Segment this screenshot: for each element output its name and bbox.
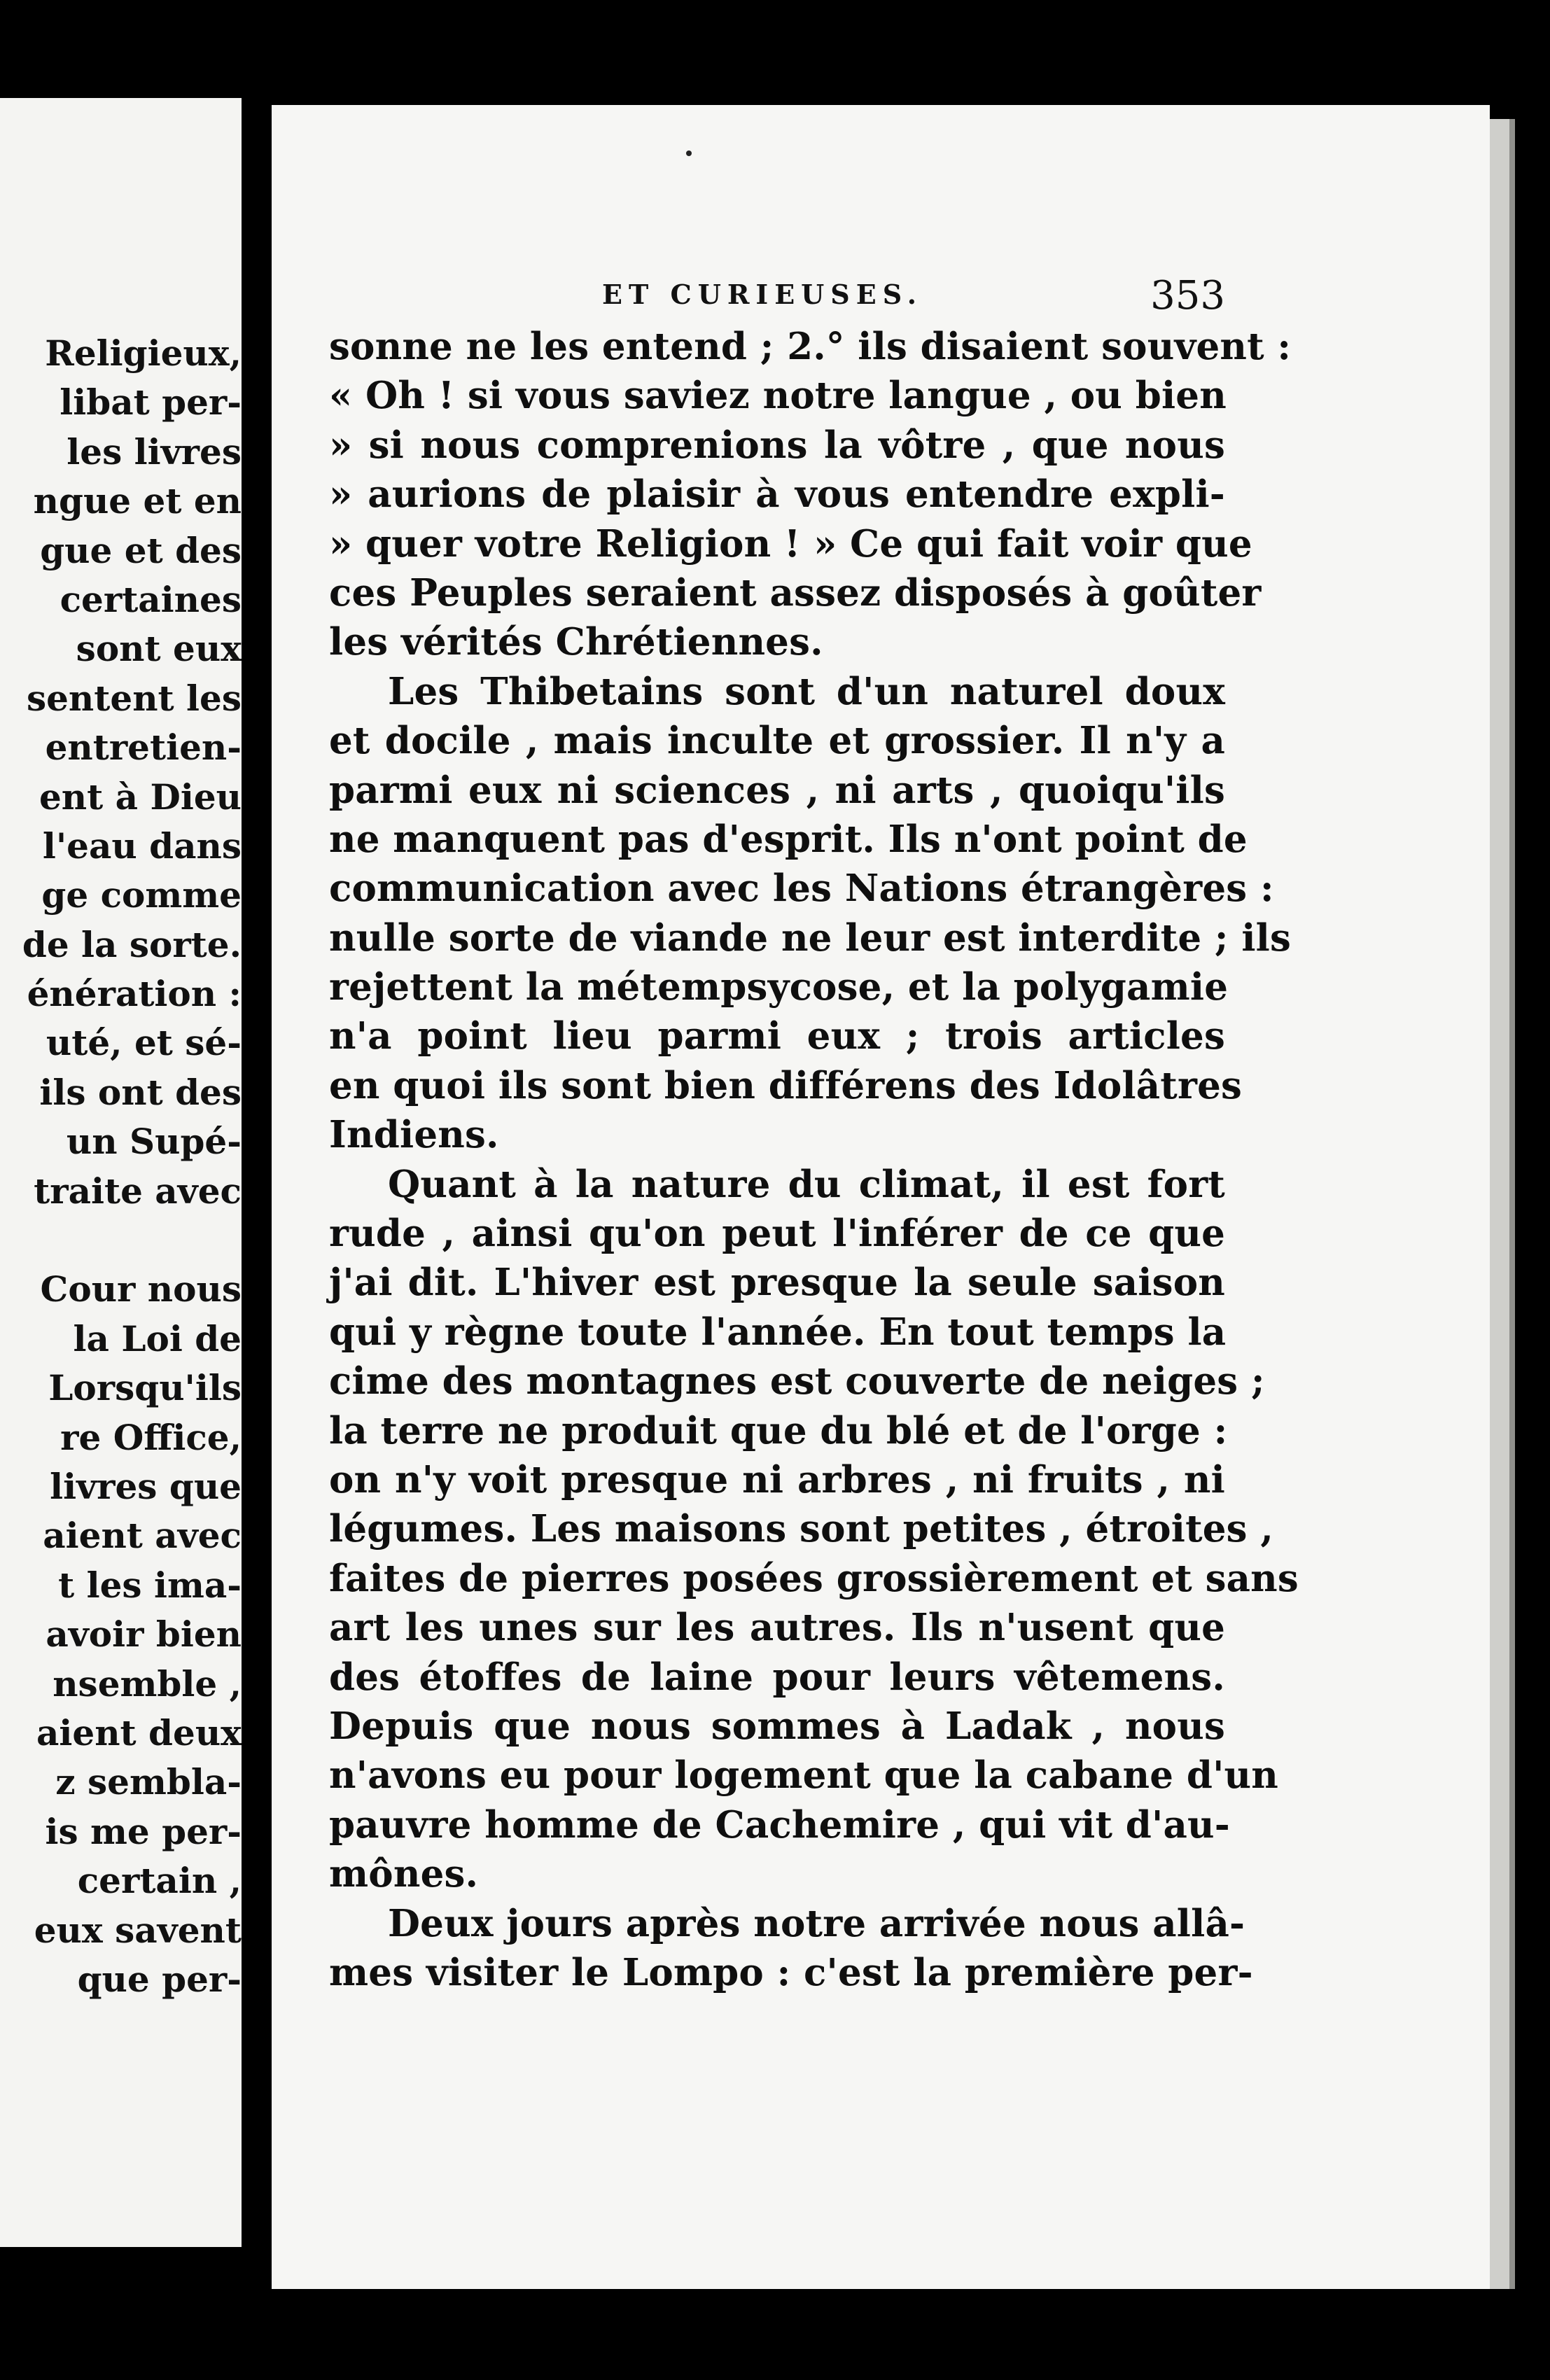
- text-line: légumes. Les maisons sont petites , étroites ,: [329, 1507, 1274, 1551]
- left-page-line: les livres: [67, 430, 242, 472]
- left-page-line: Cour nous: [40, 1268, 242, 1310]
- text-line: sonne ne les entend ; 2.° ils disaient souvent :: [329, 325, 1292, 368]
- text-line: Les Thibetains sont d'un naturel doux: [388, 669, 1225, 713]
- text-line: rude , ainsi qu'on peut l'inférer de ce que: [329, 1212, 1225, 1256]
- text-line: Depuis que nous sommes à Ladak , nous: [329, 1704, 1225, 1748]
- text-line: communication avec les Nations étrangères :: [329, 867, 1274, 911]
- left-page-line: t les ima-: [58, 1564, 242, 1606]
- left-page-line: ge comme: [41, 874, 242, 916]
- text-line: mes visiter le Lompo : c'est la première per-: [329, 1950, 1253, 1994]
- left-page-line: un Supé-: [66, 1121, 242, 1163]
- left-page-line: énération :: [27, 973, 242, 1015]
- left-page-line: ils ont des: [39, 1071, 242, 1113]
- left-page-line: eux savent: [34, 1909, 242, 1951]
- left-page-line: la Loi de: [73, 1317, 242, 1359]
- left-page-line: uté, et sé-: [46, 1022, 242, 1064]
- text-line: « Oh ! si vous saviez notre langue , ou bien: [329, 374, 1227, 418]
- text-line: pauvre homme de Cachemire , qui vit d'au-: [329, 1802, 1230, 1847]
- left-page-line: entretien-: [45, 727, 242, 769]
- left-page-line: que per-: [77, 1958, 242, 2000]
- text-line: on n'y voit presque ni arbres , ni fruits , ni: [329, 1457, 1225, 1502]
- text-line: des étoffes de laine pour leurs vêtemens.: [329, 1655, 1225, 1699]
- page-edge: [1490, 119, 1509, 2289]
- left-page-line: libat per-: [60, 382, 242, 424]
- body-text: [329, 322, 1299, 1997]
- left-page-line: [0, 1216, 242, 1265]
- text-line: et docile , mais inculte et grossier. Il n'y a: [329, 719, 1225, 763]
- left-page-line: gue et des: [40, 529, 242, 571]
- text-line: les vérités Chrétiennes.: [329, 620, 823, 664]
- left-page-line: avoir bien: [46, 1614, 242, 1656]
- text-line: mônes.: [329, 1852, 479, 1896]
- left-page-line: sont eux: [76, 628, 242, 670]
- text-line: ces Peuples seraient assez disposés à goûter: [329, 570, 1262, 615]
- text-line: Indiens.: [329, 1113, 499, 1157]
- page-header: [329, 273, 1225, 329]
- left-page-line: re Office,: [60, 1416, 242, 1458]
- left-page-line: traite avec: [34, 1170, 242, 1212]
- text-line: nulle sorte de viande ne leur est interdite ; ils: [329, 916, 1292, 960]
- left-page-text: [0, 329, 242, 2004]
- text-line: parmi eux ni sciences , ni arts , quoiqu'ils: [329, 768, 1225, 812]
- page-edge-shadow: [1509, 119, 1515, 2289]
- text-line: ne manquent pas d'esprit. Ils n'ont point de: [329, 817, 1248, 861]
- left-page-line: is me per-: [45, 1810, 242, 1852]
- left-page-line: Lorsqu'ils: [48, 1367, 242, 1409]
- text-line: » aurions de plaisir à vous entendre expli-: [329, 472, 1225, 517]
- text-line: n'a point lieu parmi eux ; trois articles: [329, 1014, 1225, 1058]
- left-page-line: l'eau dans: [42, 825, 242, 867]
- running-head: ET CURIEUSES.: [602, 279, 923, 310]
- text-line: Quant à la nature du climat, il est fort: [388, 1162, 1225, 1206]
- text-line: » quer votre Religion ! » Ce qui fait voir que: [329, 522, 1252, 566]
- paper-speck: [686, 150, 692, 156]
- text-line: la terre ne produit que du blé et de l'orge :: [329, 1408, 1228, 1452]
- left-page-line: aient deux: [36, 1712, 242, 1754]
- left-page-line: certain ,: [77, 1860, 242, 1902]
- text-line: cime des montagnes est couverte de neiges ;: [329, 1359, 1265, 1404]
- left-page-line: nsemble ,: [53, 1662, 242, 1704]
- left-page-line: Religieux,: [45, 332, 242, 374]
- text-line: j'ai dit. L'hiver est presque la seule saison: [329, 1261, 1225, 1305]
- left-page-line: certaines: [60, 578, 242, 620]
- left-page-line: z sembla-: [55, 1761, 242, 1803]
- text-line: art les unes sur les autres. Ils n'usent que: [329, 1606, 1225, 1650]
- text-line: » si nous comprenions la vôtre , que nous: [329, 423, 1225, 467]
- left-page-line: ent à Dieu: [39, 776, 242, 818]
- text-line: n'avons eu pour logement que la cabane d'un: [329, 1754, 1278, 1798]
- page-number: 353: [1150, 273, 1225, 318]
- left-page: [0, 98, 242, 2247]
- left-page-line: ngue et en: [33, 480, 242, 522]
- left-page-line: de la sorte.: [22, 923, 242, 965]
- text-line: rejettent la métempsycose, et la polygamie: [329, 965, 1229, 1009]
- text-line: en quoi ils sont bien différens des Idolâtres: [329, 1063, 1243, 1107]
- left-page-line: sentent les: [26, 677, 242, 719]
- text-line: Deux jours après notre arrivée nous allâ-: [388, 1901, 1245, 1945]
- text-line: qui y règne toute l'année. En tout temps la: [329, 1310, 1227, 1354]
- text-line: faites de pierres posées grossièrement et sans: [329, 1556, 1299, 1600]
- left-page-line: livres que: [50, 1465, 242, 1507]
- left-page-line: aient avec: [43, 1515, 242, 1557]
